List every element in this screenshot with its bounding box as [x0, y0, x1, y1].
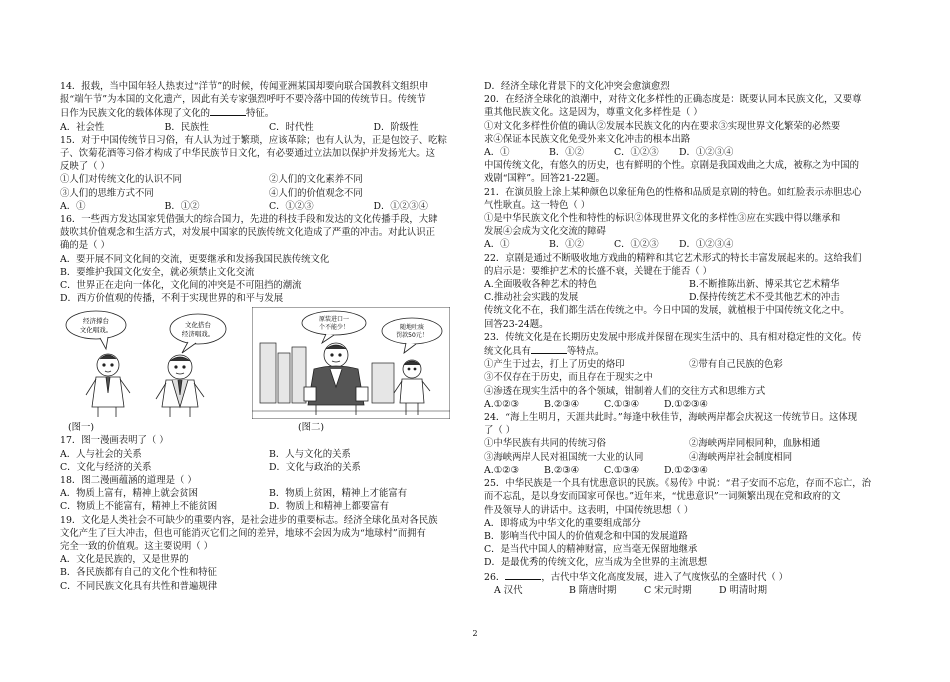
q14-options: [60, 121, 478, 134]
option-b: B．物质上贫困，精神上才能富有: [269, 488, 408, 500]
option-c: C．物质上不能富有，精神上不能贫困: [60, 501, 218, 513]
q24-options: [484, 464, 724, 477]
q15-items: [60, 173, 478, 186]
option-d: D．①②③④: [679, 147, 734, 159]
q20-line: ①对文化多样性价值的确认②发展本民族文化的内在要求③实现世界文化繁荣的必然要: [484, 120, 841, 132]
q14-line: 14．报载，当中国年轻人热衷过“洋节”的时候，传闻亚洲某国却要向联合国教科文组织申: [60, 81, 429, 92]
q20-line: 重其他民族文化。这是因为，尊重文化多样性是（ ）: [484, 107, 703, 119]
answer-blank: [210, 106, 246, 116]
q19-option-d: D．经济全球化背景下的文化冲突会愈演愈烈: [484, 81, 670, 92]
question-15: [60, 134, 478, 213]
option-d: D．物质上和精神上都要富有: [269, 501, 390, 513]
question-26: [484, 570, 894, 597]
question-23: [484, 331, 894, 411]
option-a: A．①: [60, 200, 86, 212]
speech-bubble-left: [66, 311, 126, 339]
option-d: D．阶级性: [373, 121, 419, 133]
page-number: 2: [472, 629, 478, 638]
q21-line: 发展④会成为文化交流的障碍: [484, 226, 606, 238]
cartoon-small-man: [394, 360, 430, 415]
option-d: D.①②③④: [664, 464, 708, 476]
option-b: B．要维护我国文化安全，就必须禁止文化交流: [60, 266, 255, 278]
option-a: A．社会性: [60, 121, 105, 133]
q22-line: 22．京剧是通过不断吸收地方戏曲的精粹和其它艺术形式的特长丰富发展起来的。这给我们: [484, 252, 862, 264]
item: ①人们对传统文化的认识不同: [60, 174, 182, 186]
option-a: A．①: [484, 147, 510, 159]
option-a: A．物质上富有，精神上就会贫困: [60, 488, 199, 500]
q19-line: 19．文化是人类社会不可缺少的重要内容，是社会进步的重要标志。经济全球化虽对各民族: [60, 514, 438, 526]
option-d: D.保持传统艺术不受其他艺术的冲击: [689, 292, 840, 304]
intro-21-22: 戏剧“国粹”。回答21-22题。: [484, 173, 605, 185]
q20-options: [484, 146, 744, 159]
option-d: D．①②③④: [373, 200, 428, 212]
q15-line: 子、饮菊花酒等习俗才构成了中华民族节日文化，有必要通过立法加以保护并发扬光大。这: [60, 148, 436, 160]
option-a: A．即将成为中华文化的重要组成部分: [484, 517, 641, 529]
option-c: C 宋元时期: [644, 584, 692, 596]
q19-line: 完全一致的价值观。这主要说明（ ）: [60, 541, 213, 553]
q18-options: [60, 487, 478, 500]
q25-line: 件及领导人的讲话中。这表明，中国传统思想（ ）: [484, 504, 694, 516]
intro-23-24: 传统文化不在，我们都生活在传统之中。今日中国的发展，就植根于中国传统文化之中。: [484, 305, 850, 317]
answer-blank: [505, 570, 541, 580]
option-c: C．时代性: [269, 121, 314, 133]
cartoon-figure-2: [252, 307, 450, 419]
item: ④海峡两岸社会制度相同: [689, 451, 793, 463]
q22-options: [484, 291, 894, 304]
option-c: C．是当代中国人的精神财富，应当毫无保留地继承: [484, 544, 698, 556]
cartoon-big-man: [304, 343, 368, 415]
option-c: C.①③④: [604, 398, 640, 410]
q21-line: 气性耿直。这一特色（ ）: [484, 199, 591, 211]
question-18: [60, 474, 478, 514]
q17-options: [60, 448, 478, 461]
q18-stem: 18．图二漫画蕴涵的道理是（ ）: [60, 475, 197, 487]
option-c: C．①②③: [614, 147, 659, 159]
q23-line: 23．传统文化是在长期历史发展中形成并保留在现实生活中的、具有相对稳定性的文化。传: [484, 331, 862, 343]
bubble-text: 原装进口一: [318, 316, 350, 324]
q15-line: 反映了（ ）: [60, 161, 110, 173]
bubble-text: 随地吐痰: [399, 324, 425, 332]
q21-line: ①是中华民族文化个性和特性的标识②体现世界文化的多样性③应在实践中得以继承和: [484, 213, 841, 225]
q14-line: 报“端午节”为本国的文化遗产，因此有关专家强烈呼吁不要冷落中国的传统节日。传统节: [60, 94, 426, 106]
q14-tail: 特征。: [246, 108, 275, 120]
item: ②海峡两岸同根同种，血脉相通: [689, 438, 821, 450]
option-b: B．①②: [164, 200, 200, 212]
question-16: [60, 213, 478, 305]
option-d: D．①②③④: [679, 239, 734, 251]
bubble-text: 个不能少！: [318, 324, 350, 332]
option-a: A.①②③: [484, 464, 519, 476]
answer-blank: [531, 344, 567, 354]
q14-line-with-blank: [60, 106, 478, 120]
bubble-text: 罚款50元！: [396, 332, 428, 340]
question-21: [484, 186, 894, 252]
item: ③海峡两岸人民对祖国统一大业的认同: [484, 451, 644, 463]
q24-line: 了（ ）: [484, 425, 516, 437]
option-c: C．文化与经济的关系: [60, 461, 152, 473]
option-b: B．人与文化的关系: [269, 448, 351, 460]
option-c: C．世界正在走向一体化，文化间的冲突是不可阻挡的潮流: [60, 280, 302, 292]
option-c: C.①③④: [604, 464, 640, 476]
speech-bubble-right: [170, 314, 226, 344]
item: ①产生于过去，打上了历史的烙印: [484, 359, 625, 371]
q14-line: 日作为民族文化的载体体现了文化的: [60, 108, 211, 120]
q18-options: [60, 500, 478, 513]
q26-prefix: 26．: [484, 571, 506, 583]
option-b: B．影响当代中国人的价值观念和中国的发展道路: [484, 530, 688, 542]
q22-options: [484, 278, 894, 291]
option-b: B．①②: [549, 239, 585, 251]
item: ②人们的文化素养不同: [269, 174, 363, 186]
option-c: C.推动社会实践的发展: [484, 292, 579, 304]
option-a: A．要开展不同文化间的交流，更要继承和发扬我国民族传统文化: [60, 253, 330, 265]
option-a: A.全面吸收各种艺术的特色: [484, 279, 597, 291]
item: ③人们的思维方式不同: [60, 187, 154, 199]
question-17: [60, 434, 478, 474]
q20-line: 求④保证本民族文化免受外来文化冲击的根本出路: [484, 133, 691, 145]
option-d: D．是最优秀的传统文化，应当成为全世界的主流思想: [484, 557, 708, 569]
q26-options: [484, 584, 794, 597]
question-22: [484, 252, 894, 305]
option-c: C．①②③: [614, 239, 659, 251]
q15-items: [60, 187, 478, 200]
option-b: B 隋唐时期: [569, 584, 617, 596]
cartoon-figure-1: [60, 307, 248, 419]
cartoons: [60, 307, 478, 419]
option-a: A.①②③: [484, 398, 519, 410]
q15-options: [60, 200, 478, 213]
option-a: A．①: [484, 239, 510, 251]
left-column: [60, 80, 478, 593]
question-14: [60, 80, 478, 134]
q26-stem: ，古代中华文化高度发展，进入了气度恢弘的全盛时代（ ）: [541, 571, 789, 583]
q17-options: [60, 461, 478, 474]
q23-items: [484, 358, 894, 371]
cartoon-man-left: [86, 354, 130, 417]
item: ④渗透在现实生活中的各个领域，钳制着人们的交往方式和思维方式: [484, 385, 766, 397]
question-20: [484, 93, 894, 159]
q24-items: [484, 437, 894, 450]
option-a: A 汉代: [494, 584, 523, 596]
q23-options: [484, 398, 724, 411]
question-24: [484, 411, 894, 477]
option-b: B.不断推陈出新、博采其它艺术精华: [689, 279, 840, 291]
q20-line: 20．在经济全球化的浪潮中，对待文化多样性的正确态度是：既要认同本民族文化，又要尊: [484, 94, 862, 106]
q16-line: 确的是（ ）: [60, 240, 110, 252]
question-25: [484, 477, 894, 569]
bubble-text: 经济唱戏。: [181, 330, 215, 339]
q24-items: [484, 451, 894, 464]
caption-figure-2: (图二): [298, 422, 325, 434]
q25-line: 而不忘乱，是以身安而国家可保也。”近年来，“忧患意识”一词频繁出现在党和政府的文: [484, 491, 841, 503]
option-d: D．西方价值观的传播，不利于实现世界的和平与发展: [60, 293, 284, 305]
option-c: C．不同民族文化具有共性和普遍规律: [60, 580, 218, 592]
q26-stem-line: [484, 570, 894, 584]
option-b: B.②③④: [544, 398, 580, 410]
speech-bubble-left: [302, 311, 366, 335]
option-d: D 明清时期: [719, 584, 767, 596]
q17-stem: 17．图一漫画表明了（ ）: [60, 435, 169, 447]
q16-line: 鼓吹其价值观念和生活方式，对发展中国家的民族传统文化造成了严重的冲击。对此认识正: [60, 227, 436, 239]
bubble-text: 文化唱戏。: [79, 326, 113, 335]
option-a: A．人与社会的关系: [60, 448, 142, 460]
q25-line: 25．中华民族是一个具有忧患意识的民族。《易传》中说：“君子安而不忘危，存而不忘亡，治: [484, 478, 872, 490]
item: ④人们的价值观念不同: [269, 187, 363, 199]
q15-line: 15．对于中国传统节日习俗，有人认为过于繁琐，应该革除；也有人认为，正是包饺子、吃粽: [60, 134, 447, 146]
intro-21-22: 中国传统文化，有悠久的历史，也有鲜明的个性。京剧是我国戏曲之大成，被称之为中国的: [484, 160, 860, 172]
q21-line: 21．在演员脸上涂上某种颜色以象征角色的性格和品质是京剧的特色。如红脸表示赤胆忠心: [484, 186, 862, 198]
cartoon-man-right: [156, 355, 204, 417]
option-d: D.①②③④: [664, 398, 708, 410]
item: ②带有自己民族的色彩: [689, 359, 783, 371]
option-b: B．各民族都有自己的文化个性和特征: [60, 567, 217, 579]
item: ③不仅存在于历史，而且存在于现实之中: [484, 372, 653, 384]
q23-line-with-blank: [484, 344, 894, 358]
item: ①中华民族有共同的传统习俗: [484, 438, 606, 450]
q21-options: [484, 238, 744, 251]
option-a: A．文化是民族的，又是世界的: [60, 554, 189, 566]
q23-tail: 等特点。: [566, 346, 605, 358]
intro-23-24: 回答23-24题。: [484, 318, 549, 330]
q23-line: 统文化具有: [484, 346, 531, 358]
q24-line: 24．“海上生明月，天涯共此时。”每逢中秋佳节，海峡两岸都会庆祝这一传统节日。这体现: [484, 412, 858, 424]
option-d: D．文化与政治的关系: [269, 461, 361, 473]
question-19: [60, 514, 478, 593]
option-c: C．①②③: [269, 200, 314, 212]
cartoon-captions: [60, 421, 478, 434]
caption-figure-1: (图一): [68, 422, 95, 434]
speech-bubble-right: [382, 318, 442, 344]
option-b: B．民族性: [164, 121, 209, 133]
bubble-text: 经济撑台: [83, 317, 109, 326]
option-b: B．①②: [549, 147, 585, 159]
q22-line: 的启示是：要维护艺术的长盛不衰，关键在于能否（ ）: [484, 265, 712, 277]
right-column: [484, 80, 894, 597]
q16-line: 16．一些西方发达国家凭借强大的综合国力，先进的科技手段和发达的文化传播手段，大肆: [60, 214, 438, 226]
option-b: B.②③④: [544, 464, 580, 476]
q19-line: 文化产生了巨大冲击，但也可能消灭它们之间的差异，地球不会因为成为“地球村”而拥有: [60, 527, 426, 539]
bubble-text: 文化搭台: [185, 321, 211, 330]
